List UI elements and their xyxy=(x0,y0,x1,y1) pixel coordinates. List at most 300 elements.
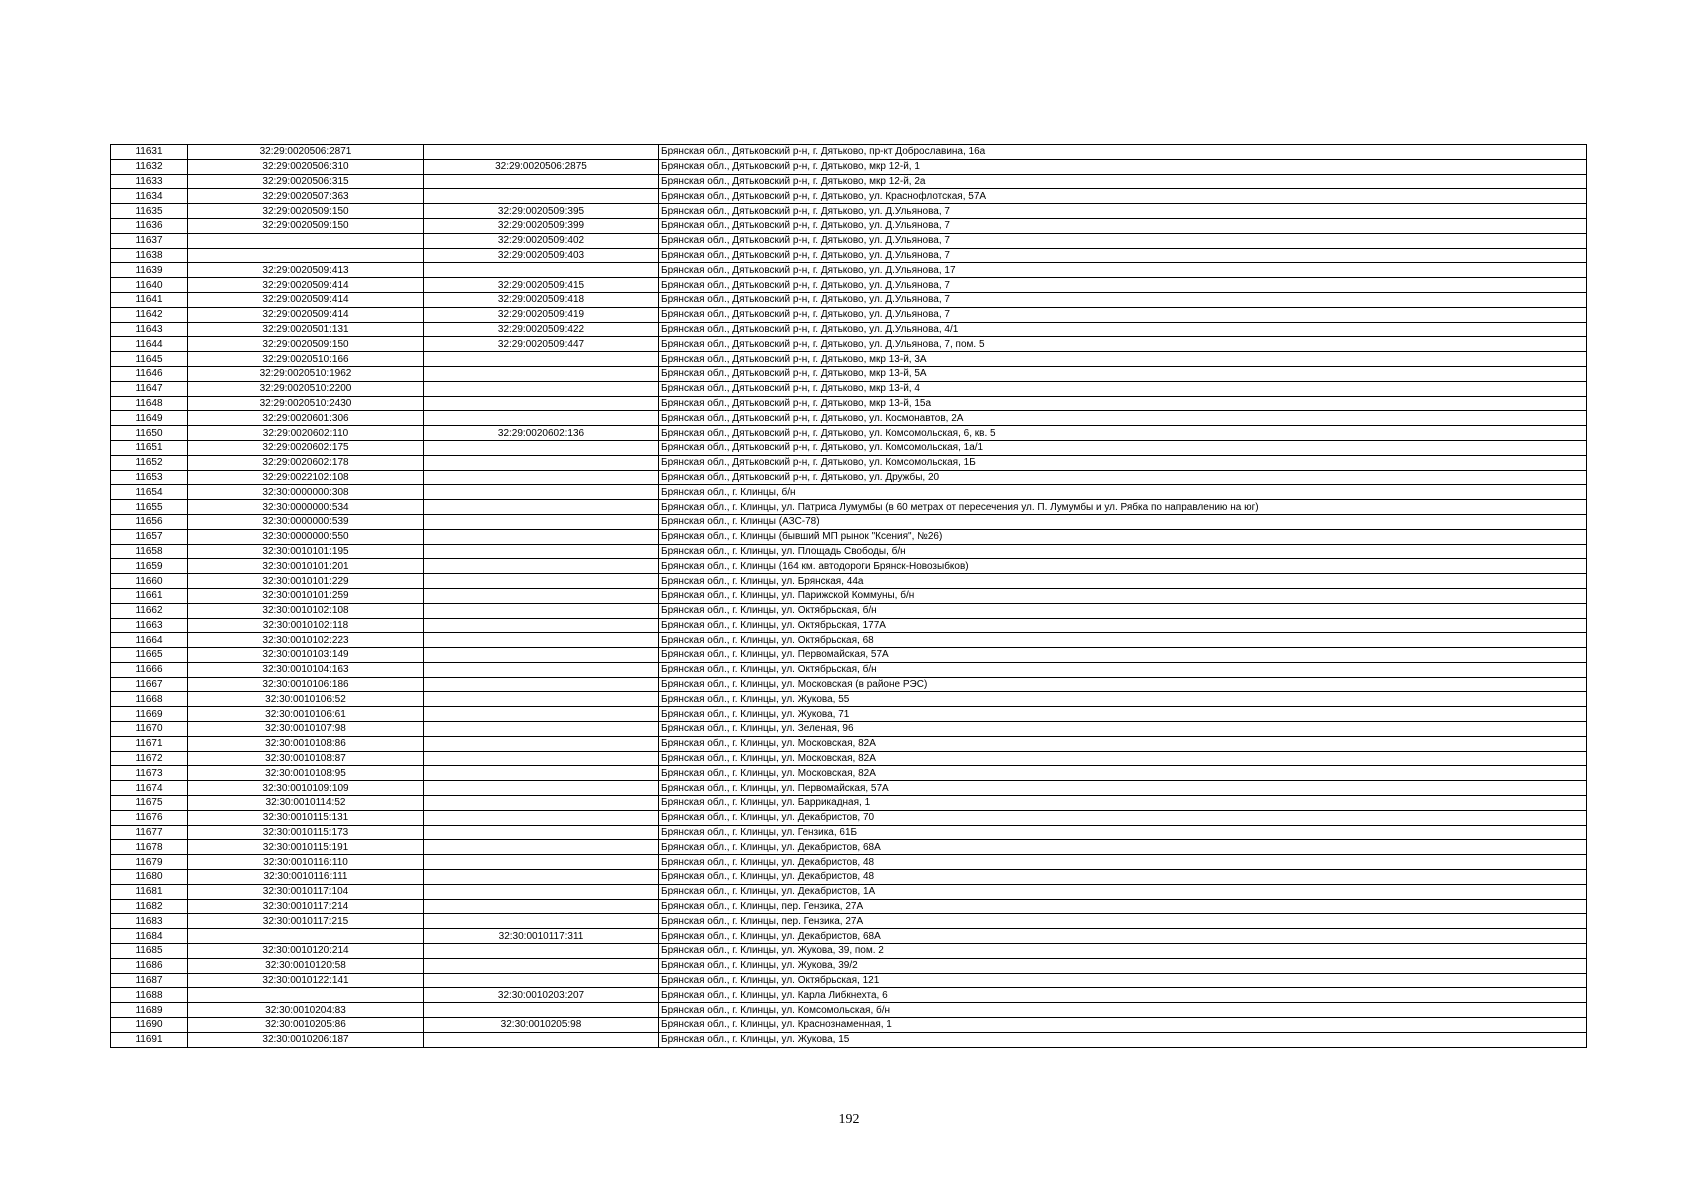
address-cell: Брянская обл., г. Клинцы, ул. Карла Либкнехта, 6 xyxy=(659,988,1587,1003)
cadastral-number-cell: 32:29:0020509:150 xyxy=(188,218,424,233)
address-cell: Брянская обл., Дятьковский р-н, г. Дятьково, мкр 13-й, 3А xyxy=(659,352,1587,367)
related-cadastral-number-cell xyxy=(424,381,659,396)
address-cell: Брянская обл., г. Клинцы, ул. Жукова, 39, пом. 2 xyxy=(659,944,1587,959)
table-row xyxy=(111,855,1587,870)
related-cadastral-number-cell xyxy=(424,1032,659,1047)
row-number-cell: 11659 xyxy=(111,559,188,574)
table-row xyxy=(111,485,1587,500)
row-number-cell: 11648 xyxy=(111,396,188,411)
table-row xyxy=(111,899,1587,914)
table-row xyxy=(111,973,1587,988)
related-cadastral-number-cell: 32:29:0020506:2875 xyxy=(424,159,659,174)
related-cadastral-number-cell xyxy=(424,692,659,707)
registry-table xyxy=(110,144,1587,1048)
related-cadastral-number-cell xyxy=(424,633,659,648)
related-cadastral-number-cell xyxy=(424,973,659,988)
related-cadastral-number-cell xyxy=(424,766,659,781)
related-cadastral-number-cell xyxy=(424,618,659,633)
cadastral-number-cell: 32:29:0020602:178 xyxy=(188,455,424,470)
table-row xyxy=(111,381,1587,396)
cadastral-number-cell: 32:30:0010115:131 xyxy=(188,810,424,825)
related-cadastral-number-cell xyxy=(424,588,659,603)
address-cell: Брянская обл., Дятьковский р-н, г. Дятьково, ул. Д.Ульянова, 7 xyxy=(659,204,1587,219)
address-cell: Брянская обл., Дятьковский р-н, г. Дятьково, ул. Д.Ульянова, 7 xyxy=(659,218,1587,233)
table-row xyxy=(111,781,1587,796)
row-number-cell: 11641 xyxy=(111,292,188,307)
related-cadastral-number-cell: 32:29:0020509:419 xyxy=(424,307,659,322)
cadastral-number-cell: 32:30:0010101:201 xyxy=(188,559,424,574)
cadastral-number-cell: 32:30:0010204:83 xyxy=(188,1003,424,1018)
cadastral-number-cell: 32:30:0010117:214 xyxy=(188,899,424,914)
address-cell: Брянская обл., г. Клинцы, ул. Патриса Лумумбы (в 60 метрах от пересечения ул. П. Лумумбы и ул. Рябка по направлению на юг) xyxy=(659,500,1587,515)
row-number-cell: 11660 xyxy=(111,574,188,589)
cadastral-number-cell: 32:30:0010206:187 xyxy=(188,1032,424,1047)
address-cell: Брянская обл., Дятьковский р-н, г. Дятьково, ул. Комсомольская, 6, кв. 5 xyxy=(659,426,1587,441)
address-cell: Брянская обл., г. Клинцы, ул. Декабристов, 68А xyxy=(659,929,1587,944)
cadastral-number-cell xyxy=(188,233,424,248)
address-cell: Брянская обл., Дятьковский р-н, г. Дятьково, ул. Д.Ульянова, 7 xyxy=(659,278,1587,293)
related-cadastral-number-cell xyxy=(424,396,659,411)
related-cadastral-number-cell xyxy=(424,810,659,825)
table-row xyxy=(111,307,1587,322)
table-row xyxy=(111,500,1587,515)
cadastral-number-cell: 32:30:0010102:223 xyxy=(188,633,424,648)
row-number-cell: 11651 xyxy=(111,440,188,455)
row-number-cell: 11643 xyxy=(111,322,188,337)
address-cell: Брянская обл., г. Клинцы, ул. Жукова, 71 xyxy=(659,707,1587,722)
related-cadastral-number-cell xyxy=(424,470,659,485)
table-row xyxy=(111,470,1587,485)
row-number-cell: 11672 xyxy=(111,751,188,766)
related-cadastral-number-cell: 32:29:0020509:418 xyxy=(424,292,659,307)
related-cadastral-number-cell: 32:29:0020602:136 xyxy=(424,426,659,441)
related-cadastral-number-cell: 32:29:0020509:415 xyxy=(424,278,659,293)
cadastral-number-cell: 32:30:0010102:118 xyxy=(188,618,424,633)
address-cell: Брянская обл., г. Клинцы, ул. Комсомольская, б/н xyxy=(659,1003,1587,1018)
cadastral-number-cell: 32:30:0010108:86 xyxy=(188,736,424,751)
address-cell: Брянская обл., г. Клинцы, ул. Московская, 82А xyxy=(659,736,1587,751)
table-row xyxy=(111,677,1587,692)
row-number-cell: 11646 xyxy=(111,366,188,381)
address-cell: Брянская обл., г. Клинцы, ул. Первомайская, 57А xyxy=(659,648,1587,663)
cadastral-number-cell: 32:30:0010205:86 xyxy=(188,1018,424,1033)
cadastral-number-cell: 32:29:0020509:413 xyxy=(188,263,424,278)
table-row xyxy=(111,322,1587,337)
cadastral-number-cell: 32:30:0010114:52 xyxy=(188,796,424,811)
cadastral-number-cell: 32:30:0010120:58 xyxy=(188,958,424,973)
row-number-cell: 11667 xyxy=(111,677,188,692)
cadastral-number-cell: 32:30:0010115:173 xyxy=(188,825,424,840)
address-cell: Брянская обл., г. Клинцы, ул. Жукова, 39/2 xyxy=(659,958,1587,973)
related-cadastral-number-cell xyxy=(424,722,659,737)
row-number-cell: 11655 xyxy=(111,500,188,515)
related-cadastral-number-cell xyxy=(424,662,659,677)
address-cell: Брянская обл., г. Клинцы, пер. Гензика, 27А xyxy=(659,914,1587,929)
table-row xyxy=(111,352,1587,367)
row-number-cell: 11679 xyxy=(111,855,188,870)
table-row xyxy=(111,159,1587,174)
row-number-cell: 11650 xyxy=(111,426,188,441)
table-row xyxy=(111,751,1587,766)
cadastral-number-cell: 32:29:0022102:108 xyxy=(188,470,424,485)
address-cell: Брянская обл., Дятьковский р-н, г. Дятьково, ул. Дружбы, 20 xyxy=(659,470,1587,485)
row-number-cell: 11657 xyxy=(111,529,188,544)
table-row xyxy=(111,559,1587,574)
address-cell: Брянская обл., г. Клинцы, ул. Краснознаменная, 1 xyxy=(659,1018,1587,1033)
cadastral-number-cell: 32:30:0010108:87 xyxy=(188,751,424,766)
related-cadastral-number-cell xyxy=(424,707,659,722)
related-cadastral-number-cell xyxy=(424,870,659,885)
table-row xyxy=(111,736,1587,751)
row-number-cell: 11688 xyxy=(111,988,188,1003)
address-cell: Брянская обл., г. Клинцы, ул. Первомайская, 57А xyxy=(659,781,1587,796)
row-number-cell: 11638 xyxy=(111,248,188,263)
table-row xyxy=(111,796,1587,811)
row-number-cell: 11683 xyxy=(111,914,188,929)
cadastral-number-cell: 32:30:0000000:550 xyxy=(188,529,424,544)
table-row xyxy=(111,278,1587,293)
page-number: 192 xyxy=(838,1112,860,1127)
row-number-cell: 11640 xyxy=(111,278,188,293)
address-cell: Брянская обл., г. Клинцы, ул. Жукова, 15 xyxy=(659,1032,1587,1047)
table-row xyxy=(111,263,1587,278)
row-number-cell: 11680 xyxy=(111,870,188,885)
related-cadastral-number-cell xyxy=(424,840,659,855)
table-row xyxy=(111,396,1587,411)
address-cell: Брянская обл., г. Клинцы, ул. Площадь Свободы, б/н xyxy=(659,544,1587,559)
address-cell: Брянская обл., Дятьковский р-н, г. Дятьково, мкр 12-й, 2а xyxy=(659,174,1587,189)
address-cell: Брянская обл., Дятьковский р-н, г. Дятьково, пр-кт Доброславина, 16а xyxy=(659,145,1587,160)
row-number-cell: 11670 xyxy=(111,722,188,737)
cadastral-number-cell: 32:30:0010101:195 xyxy=(188,544,424,559)
row-number-cell: 11682 xyxy=(111,899,188,914)
cadastral-number-cell: 32:30:0010103:149 xyxy=(188,648,424,663)
cadastral-number-cell: 32:30:0010101:229 xyxy=(188,574,424,589)
table-row xyxy=(111,722,1587,737)
related-cadastral-number-cell xyxy=(424,899,659,914)
table-row xyxy=(111,810,1587,825)
related-cadastral-number-cell xyxy=(424,145,659,160)
related-cadastral-number-cell xyxy=(424,559,659,574)
address-cell: Брянская обл., г. Клинцы, ул. Жукова, 55 xyxy=(659,692,1587,707)
cadastral-number-cell: 32:29:0020510:1962 xyxy=(188,366,424,381)
table-row xyxy=(111,588,1587,603)
related-cadastral-number-cell xyxy=(424,411,659,426)
table-row xyxy=(111,870,1587,885)
address-cell: Брянская обл., г. Клинцы, ул. Декабристов, 1А xyxy=(659,884,1587,899)
row-number-cell: 11636 xyxy=(111,218,188,233)
related-cadastral-number-cell xyxy=(424,366,659,381)
related-cadastral-number-cell: 32:29:0020509:403 xyxy=(424,248,659,263)
address-cell: Брянская обл., г. Клинцы, ул. Гензика, 61Б xyxy=(659,825,1587,840)
table-row xyxy=(111,544,1587,559)
table-row xyxy=(111,455,1587,470)
row-number-cell: 11637 xyxy=(111,233,188,248)
table-row xyxy=(111,145,1587,160)
row-number-cell: 11685 xyxy=(111,944,188,959)
table-row xyxy=(111,884,1587,899)
related-cadastral-number-cell: 32:29:0020509:402 xyxy=(424,233,659,248)
address-cell: Брянская обл., г. Клинцы, ул. Октябрьская, б/н xyxy=(659,662,1587,677)
row-number-cell: 11633 xyxy=(111,174,188,189)
related-cadastral-number-cell xyxy=(424,1003,659,1018)
cadastral-number-cell: 32:29:0020506:2871 xyxy=(188,145,424,160)
row-number-cell: 11662 xyxy=(111,603,188,618)
row-number-cell: 11669 xyxy=(111,707,188,722)
table-row xyxy=(111,1032,1587,1047)
address-cell: Брянская обл., г. Клинцы, ул. Октябрьская, 68 xyxy=(659,633,1587,648)
table-row xyxy=(111,840,1587,855)
row-number-cell: 11689 xyxy=(111,1003,188,1018)
related-cadastral-number-cell xyxy=(424,455,659,470)
cadastral-number-cell xyxy=(188,248,424,263)
related-cadastral-number-cell xyxy=(424,440,659,455)
table-row xyxy=(111,574,1587,589)
cadastral-number-cell: 32:30:0010104:163 xyxy=(188,662,424,677)
row-number-cell: 11653 xyxy=(111,470,188,485)
related-cadastral-number-cell xyxy=(424,914,659,929)
cadastral-number-cell: 32:29:0020506:310 xyxy=(188,159,424,174)
table-row xyxy=(111,174,1587,189)
row-number-cell: 11677 xyxy=(111,825,188,840)
row-number-cell: 11632 xyxy=(111,159,188,174)
cadastral-number-cell: 32:29:0020510:2200 xyxy=(188,381,424,396)
related-cadastral-number-cell xyxy=(424,958,659,973)
table-row xyxy=(111,440,1587,455)
cadastral-number-cell: 32:29:0020501:131 xyxy=(188,322,424,337)
cadastral-number-cell: 32:29:0020510:2430 xyxy=(188,396,424,411)
cadastral-number-cell: 32:29:0020509:150 xyxy=(188,204,424,219)
address-cell: Брянская обл., г. Клинцы, б/н xyxy=(659,485,1587,500)
related-cadastral-number-cell: 32:30:0010205:98 xyxy=(424,1018,659,1033)
address-cell: Брянская обл., г. Клинцы, ул. Декабристов, 48 xyxy=(659,870,1587,885)
cadastral-number-cell: 32:30:0010106:186 xyxy=(188,677,424,692)
table-row xyxy=(111,292,1587,307)
related-cadastral-number-cell xyxy=(424,751,659,766)
address-cell: Брянская обл., Дятьковский р-н, г. Дятьково, мкр 13-й, 15а xyxy=(659,396,1587,411)
cadastral-number-cell: 32:29:0020602:110 xyxy=(188,426,424,441)
table-row xyxy=(111,958,1587,973)
row-number-cell: 11635 xyxy=(111,204,188,219)
table-row xyxy=(111,337,1587,352)
related-cadastral-number-cell xyxy=(424,825,659,840)
related-cadastral-number-cell xyxy=(424,603,659,618)
table-row xyxy=(111,618,1587,633)
address-cell: Брянская обл., г. Клинцы, ул. Октябрьская, 121 xyxy=(659,973,1587,988)
table-row xyxy=(111,426,1587,441)
row-number-cell: 11675 xyxy=(111,796,188,811)
address-cell: Брянская обл., г. Клинцы, ул. Брянская, 44а xyxy=(659,574,1587,589)
address-cell: Брянская обл., Дятьковский р-н, г. Дятьково, ул. Д.Ульянова, 7 xyxy=(659,233,1587,248)
related-cadastral-number-cell xyxy=(424,352,659,367)
address-cell: Брянская обл., Дятьковский р-н, г. Дятьково, мкр 13-й, 4 xyxy=(659,381,1587,396)
row-number-cell: 11690 xyxy=(111,1018,188,1033)
address-cell: Брянская обл., г. Клинцы, пер. Гензика, 27А xyxy=(659,899,1587,914)
related-cadastral-number-cell xyxy=(424,574,659,589)
row-number-cell: 11644 xyxy=(111,337,188,352)
row-number-cell: 11687 xyxy=(111,973,188,988)
table-row xyxy=(111,248,1587,263)
table-row xyxy=(111,648,1587,663)
related-cadastral-number-cell: 32:29:0020509:395 xyxy=(424,204,659,219)
related-cadastral-number-cell xyxy=(424,544,659,559)
cadastral-number-cell: 32:30:0010116:111 xyxy=(188,870,424,885)
address-cell: Брянская обл., Дятьковский р-н, г. Дятьково, ул. Космонавтов, 2А xyxy=(659,411,1587,426)
address-cell: Брянская обл., г. Клинцы (164 км. автодороги Брянск-Новозыбков) xyxy=(659,559,1587,574)
row-number-cell: 11666 xyxy=(111,662,188,677)
related-cadastral-number-cell: 32:30:0010203:207 xyxy=(424,988,659,1003)
row-number-cell: 11661 xyxy=(111,588,188,603)
table-row xyxy=(111,1018,1587,1033)
address-cell: Брянская обл., г. Клинцы, ул. Парижской Коммуны, б/н xyxy=(659,588,1587,603)
address-cell: Брянская обл., г. Клинцы, ул. Октябрьская, б/н xyxy=(659,603,1587,618)
related-cadastral-number-cell: 32:30:0010117:311 xyxy=(424,929,659,944)
row-number-cell: 11663 xyxy=(111,618,188,633)
cadastral-number-cell: 32:29:0020602:175 xyxy=(188,440,424,455)
table-row xyxy=(111,529,1587,544)
related-cadastral-number-cell xyxy=(424,500,659,515)
cadastral-number-cell: 32:30:0010106:52 xyxy=(188,692,424,707)
cadastral-number-cell: 32:30:0010106:61 xyxy=(188,707,424,722)
cadastral-number-cell: 32:30:0010117:215 xyxy=(188,914,424,929)
address-cell: Брянская обл., Дятьковский р-н, г. Дятьково, ул. Д.Ульянова, 7 xyxy=(659,248,1587,263)
address-cell: Брянская обл., Дятьковский р-н, г. Дятьково, ул. Комсомольская, 1а/1 xyxy=(659,440,1587,455)
related-cadastral-number-cell xyxy=(424,677,659,692)
table-row xyxy=(111,633,1587,648)
table-row xyxy=(111,662,1587,677)
cadastral-number-cell: 32:29:0020601:306 xyxy=(188,411,424,426)
cadastral-number-cell: 32:30:0010120:214 xyxy=(188,944,424,959)
table-row xyxy=(111,692,1587,707)
cadastral-number-cell: 32:29:0020509:150 xyxy=(188,337,424,352)
row-number-cell: 11649 xyxy=(111,411,188,426)
address-cell: Брянская обл., г. Клинцы, ул. Баррикадная, 1 xyxy=(659,796,1587,811)
cadastral-number-cell: 32:29:0020509:414 xyxy=(188,292,424,307)
cadastral-number-cell: 32:29:0020506:315 xyxy=(188,174,424,189)
related-cadastral-number-cell xyxy=(424,781,659,796)
address-cell: Брянская обл., г. Клинцы, ул. Октябрьская, 177А xyxy=(659,618,1587,633)
table-row xyxy=(111,766,1587,781)
address-cell: Брянская обл., Дятьковский р-н, г. Дятьково, ул. Д.Ульянова, 7, пом. 5 xyxy=(659,337,1587,352)
address-cell: Брянская обл., Дятьковский р-н, г. Дятьково, ул. Комсомольская, 1Б xyxy=(659,455,1587,470)
row-number-cell: 11647 xyxy=(111,381,188,396)
cadastral-number-cell: 32:30:0000000:534 xyxy=(188,500,424,515)
related-cadastral-number-cell xyxy=(424,485,659,500)
table-row xyxy=(111,944,1587,959)
cadastral-number-cell: 32:29:0020509:414 xyxy=(188,278,424,293)
row-number-cell: 11639 xyxy=(111,263,188,278)
row-number-cell: 11656 xyxy=(111,514,188,529)
row-number-cell: 11681 xyxy=(111,884,188,899)
related-cadastral-number-cell: 32:29:0020509:399 xyxy=(424,218,659,233)
related-cadastral-number-cell xyxy=(424,855,659,870)
row-number-cell: 11665 xyxy=(111,648,188,663)
row-number-cell: 11645 xyxy=(111,352,188,367)
related-cadastral-number-cell: 32:29:0020509:422 xyxy=(424,322,659,337)
row-number-cell: 11674 xyxy=(111,781,188,796)
registry-table-body xyxy=(111,145,1587,1048)
related-cadastral-number-cell xyxy=(424,736,659,751)
cadastral-number-cell: 32:30:0010102:108 xyxy=(188,603,424,618)
related-cadastral-number-cell xyxy=(424,884,659,899)
table-row xyxy=(111,1003,1587,1018)
cadastral-number-cell: 32:30:0010101:259 xyxy=(188,588,424,603)
row-number-cell: 11664 xyxy=(111,633,188,648)
row-number-cell: 11654 xyxy=(111,485,188,500)
row-number-cell: 11684 xyxy=(111,929,188,944)
table-row xyxy=(111,988,1587,1003)
table-row xyxy=(111,366,1587,381)
row-number-cell: 11686 xyxy=(111,958,188,973)
related-cadastral-number-cell xyxy=(424,944,659,959)
address-cell: Брянская обл., Дятьковский р-н, г. Дятьково, ул. Краснофлотская, 57А xyxy=(659,189,1587,204)
address-cell: Брянская обл., г. Клинцы, ул. Московская, 82А xyxy=(659,766,1587,781)
row-number-cell: 11678 xyxy=(111,840,188,855)
table-row xyxy=(111,825,1587,840)
related-cadastral-number-cell xyxy=(424,529,659,544)
address-cell: Брянская обл., г. Клинцы (бывший МП рынок "Ксения", №26) xyxy=(659,529,1587,544)
table-row xyxy=(111,218,1587,233)
address-cell: Брянская обл., г. Клинцы, ул. Зеленая, 96 xyxy=(659,722,1587,737)
cadastral-number-cell: 32:30:0010108:95 xyxy=(188,766,424,781)
row-number-cell: 11671 xyxy=(111,736,188,751)
row-number-cell: 11673 xyxy=(111,766,188,781)
table-row xyxy=(111,514,1587,529)
address-cell: Брянская обл., г. Клинцы, ул. Декабристов, 48 xyxy=(659,855,1587,870)
address-cell: Брянская обл., г. Клинцы, ул. Московская, 82А xyxy=(659,751,1587,766)
row-number-cell: 11642 xyxy=(111,307,188,322)
cadastral-number-cell: 32:30:0000000:308 xyxy=(188,485,424,500)
row-number-cell: 11652 xyxy=(111,455,188,470)
related-cadastral-number-cell xyxy=(424,648,659,663)
address-cell: Брянская обл., Дятьковский р-н, г. Дятьково, мкр 13-й, 5А xyxy=(659,366,1587,381)
table-row xyxy=(111,233,1587,248)
table-row xyxy=(111,603,1587,618)
cadastral-number-cell xyxy=(188,988,424,1003)
related-cadastral-number-cell xyxy=(424,174,659,189)
table-row xyxy=(111,929,1587,944)
address-cell: Брянская обл., Дятьковский р-н, г. Дятьково, ул. Д.Ульянова, 7 xyxy=(659,307,1587,322)
address-cell: Брянская обл., Дятьковский р-н, г. Дятьково, ул. Д.Ульянова, 17 xyxy=(659,263,1587,278)
cadastral-number-cell: 32:30:0000000:539 xyxy=(188,514,424,529)
table-row xyxy=(111,914,1587,929)
cadastral-number-cell: 32:30:0010107:98 xyxy=(188,722,424,737)
row-number-cell: 11691 xyxy=(111,1032,188,1047)
row-number-cell: 11634 xyxy=(111,189,188,204)
table-row xyxy=(111,204,1587,219)
table-row xyxy=(111,411,1587,426)
address-cell: Брянская обл., Дятьковский р-н, г. Дятьково, ул. Д.Ульянова, 7 xyxy=(659,292,1587,307)
address-cell: Брянская обл., г. Клинцы, ул. Московская (в районе РЭС) xyxy=(659,677,1587,692)
row-number-cell: 11631 xyxy=(111,145,188,160)
row-number-cell: 11668 xyxy=(111,692,188,707)
cadastral-number-cell: 32:30:0010122:141 xyxy=(188,973,424,988)
row-number-cell: 11676 xyxy=(111,810,188,825)
address-cell: Брянская обл., г. Клинцы, ул. Декабристов, 70 xyxy=(659,810,1587,825)
cadastral-number-cell: 32:30:0010116:110 xyxy=(188,855,424,870)
cadastral-number-cell: 32:30:0010115:191 xyxy=(188,840,424,855)
table-row xyxy=(111,707,1587,722)
address-cell: Брянская обл., г. Клинцы (АЗС-78) xyxy=(659,514,1587,529)
cadastral-number-cell: 32:30:0010109:109 xyxy=(188,781,424,796)
address-cell: Брянская обл., Дятьковский р-н, г. Дятьково, ул. Д.Ульянова, 4/1 xyxy=(659,322,1587,337)
related-cadastral-number-cell xyxy=(424,514,659,529)
cadastral-number-cell xyxy=(188,929,424,944)
related-cadastral-number-cell: 32:29:0020509:447 xyxy=(424,337,659,352)
related-cadastral-number-cell xyxy=(424,796,659,811)
row-number-cell: 11658 xyxy=(111,544,188,559)
cadastral-number-cell: 32:29:0020509:414 xyxy=(188,307,424,322)
